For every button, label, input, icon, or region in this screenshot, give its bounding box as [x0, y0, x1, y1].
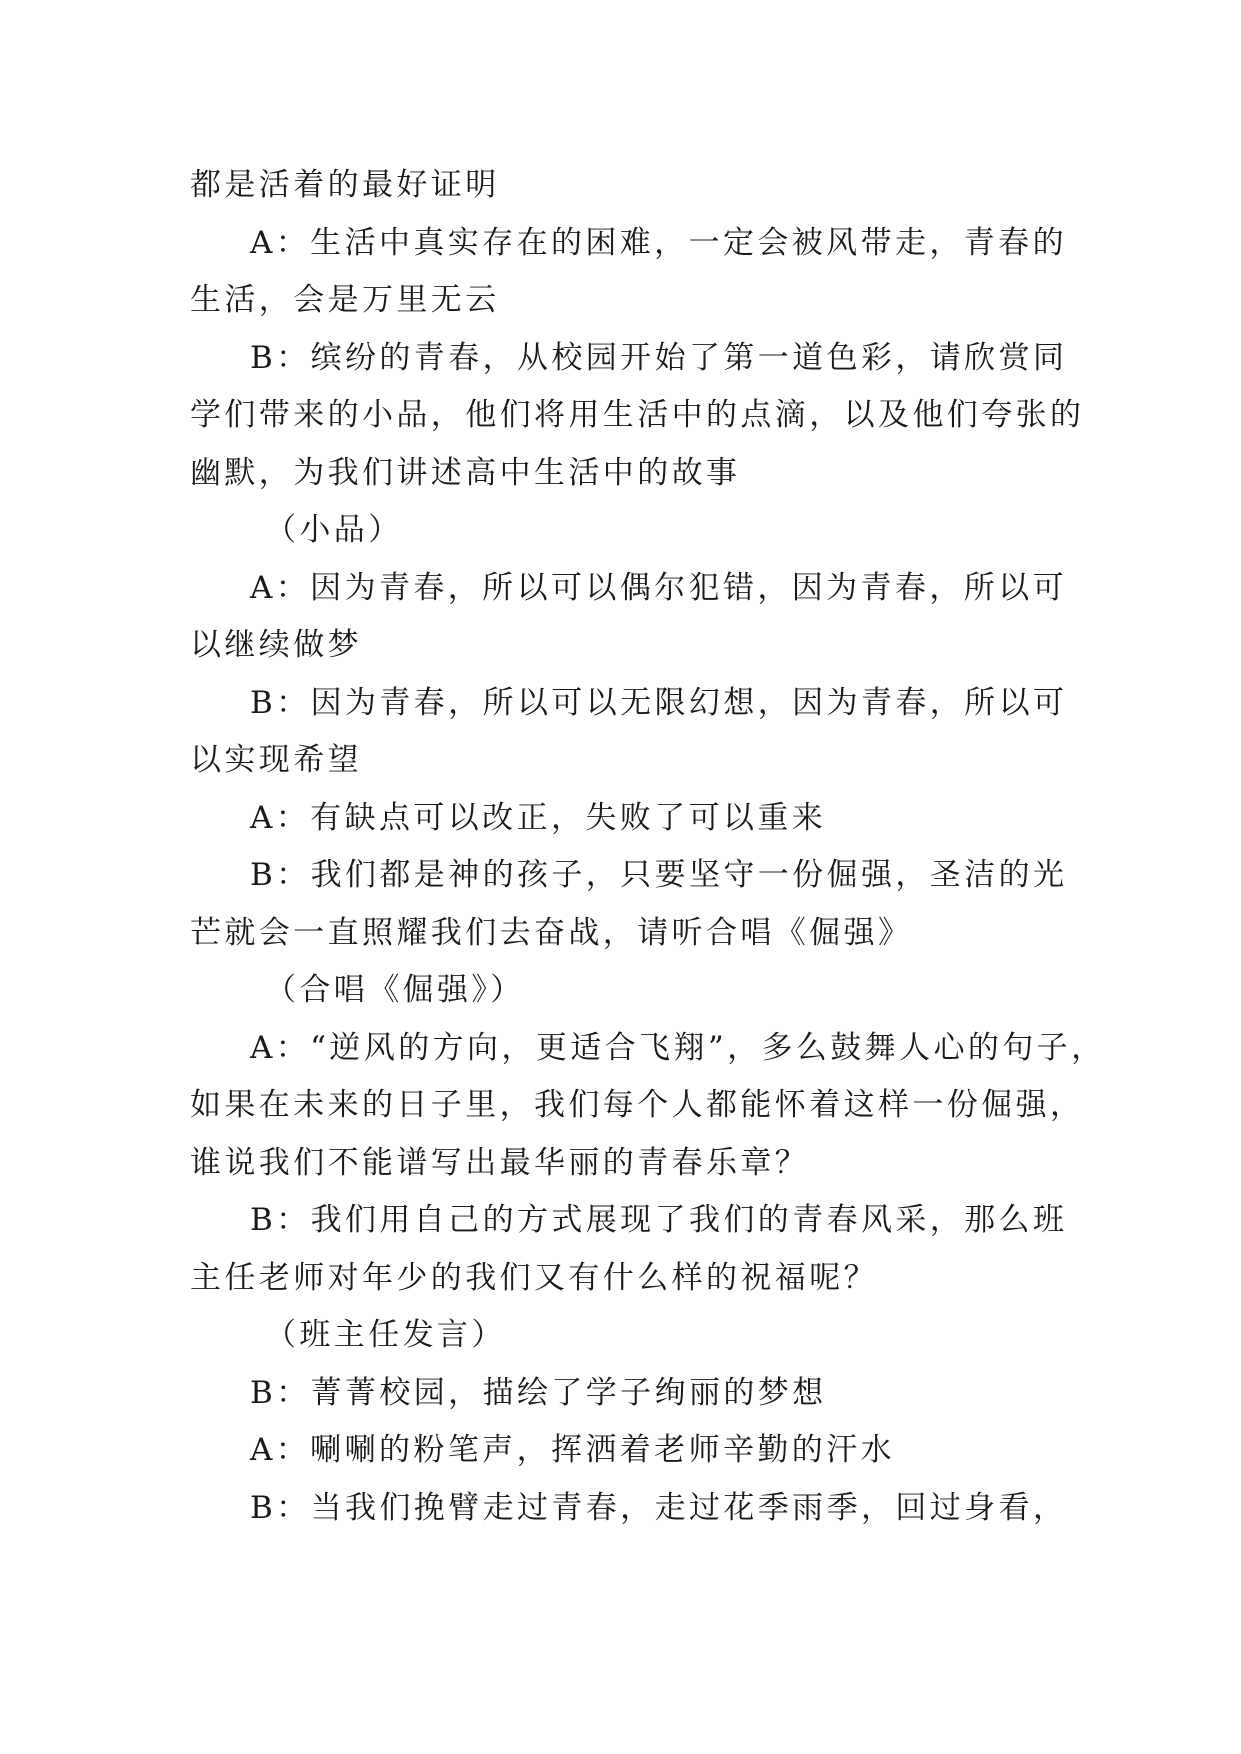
text-line: A：生活中真实存在的困难，一定会被风带走，青春的 — [250, 225, 1067, 261]
text-line: B：当我们挽臂走过青春，走过花季雨季，回过身看， — [250, 1490, 1068, 1526]
text-line: 都是活着的最好证明 — [190, 167, 500, 203]
text-line: B：因为青春，所以可以无限幻想，因为青春，所以可 — [250, 685, 1068, 721]
text-line: 生活，会是万里无云 — [190, 282, 500, 318]
text-line: A：因为青春，所以可以偶尔犯错，因为青春，所以可 — [250, 570, 1067, 606]
text-line: 如果在未来的日子里，我们每个人都能怀着这样一份倔强， — [190, 1087, 1085, 1123]
text-line: A：有缺点可以改正，失败了可以重来 — [250, 800, 827, 836]
text-line: A：“逆风的方向，更适合飞翔”，多么鼓舞人心的句子， — [250, 1030, 1106, 1066]
text-line: （班主任发言） — [265, 1317, 506, 1353]
text-line: A：唰唰的粉笔声，挥洒着老师辛勤的汗水 — [250, 1432, 895, 1468]
text-line: 幽默，为我们讲述高中生活中的故事 — [190, 455, 741, 491]
text-line: B：缤纷的青春，从校园开始了第一道色彩，请欣赏同 — [250, 340, 1068, 376]
text-line: B：菁菁校园，描绘了学子绚丽的梦想 — [250, 1375, 827, 1411]
text-line: B：我们用自己的方式展现了我们的青春风采，那么班 — [250, 1202, 1068, 1238]
text-line: （小品） — [265, 512, 403, 548]
text-line: （合唱《倔强》） — [265, 972, 525, 1008]
text-line: 以实现希望 — [190, 742, 362, 778]
text-line: B：我们都是神的孩子，只要坚守一份倔强，圣洁的光 — [250, 857, 1068, 893]
text-line: 以继续做梦 — [190, 627, 362, 663]
text-line: 芒就会一直照耀我们去奋战，请听合唱《倔强》 — [190, 915, 913, 951]
text-line: 学们带来的小品，他们将用生活中的点滴，以及他们夸张的 — [190, 397, 1085, 433]
text-line: 主任老师对年少的我们又有什么样的祝福呢？ — [190, 1260, 878, 1296]
text-line: 谁说我们不能谱写出最华丽的青春乐章？ — [190, 1145, 810, 1181]
